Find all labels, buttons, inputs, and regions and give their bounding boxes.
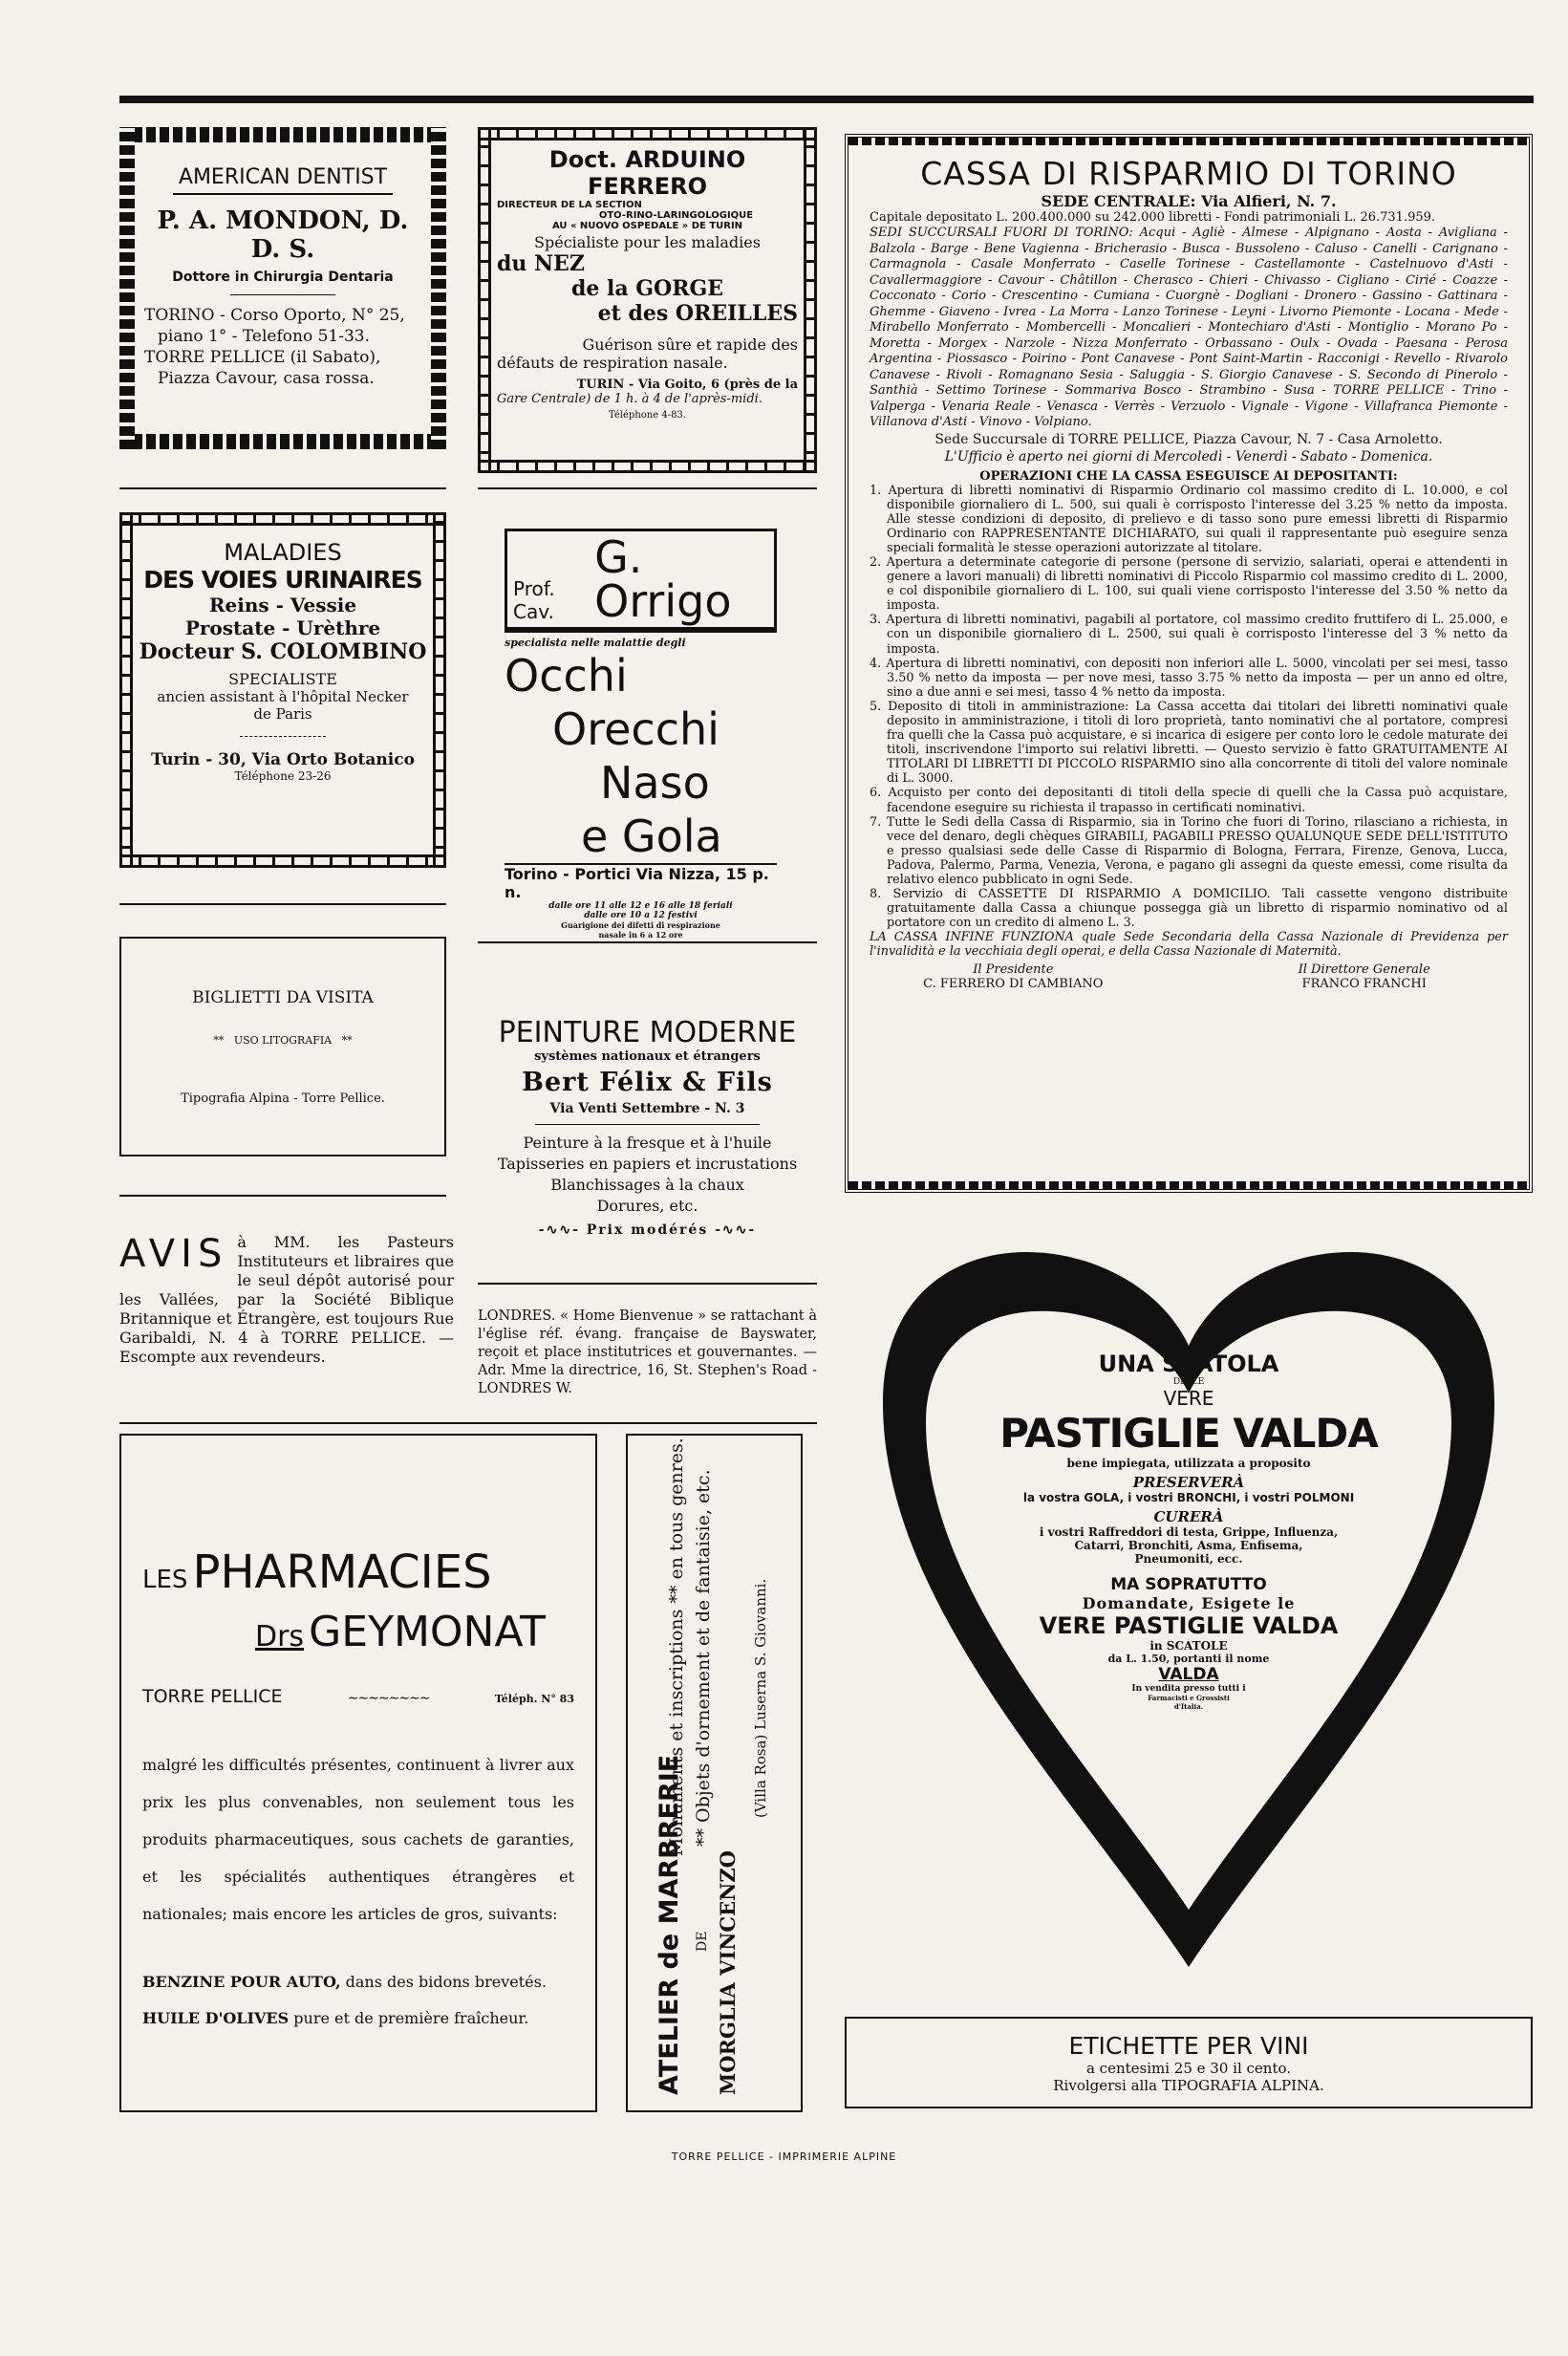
top-rule xyxy=(119,96,1534,103)
orrigo-prof: Prof. Cav. xyxy=(513,577,555,623)
cassa-funziona: LA CASSA INFINE FUNZIONA quale Sede Secondaria della Cassa Nazionale di Previdenza per l'invalidità e la vecchiaia degli operai, e della Cassa Nazionale di Maternità. xyxy=(870,930,1508,960)
divider xyxy=(478,941,817,943)
imprint-footer: TORRE PELLICE - IMPRIMERIE ALPINE xyxy=(671,2151,897,2163)
valda-l14: VERE PASTIGLIE VALDA xyxy=(1039,1612,1339,1639)
valda-l20: d'Italia. xyxy=(1173,1702,1204,1711)
valda-l19: Farmacisti e Grossisti xyxy=(1148,1694,1230,1702)
ad-londres xyxy=(478,1308,817,1403)
ferrero-l4: Spécialiste pour les maladies xyxy=(534,233,761,251)
valda-l1: UNA SCATOLA xyxy=(1098,1351,1279,1377)
marb-c2: ** Objets d'ornement et de fantaisie, etc. xyxy=(693,1469,714,1847)
valda-l11: Pneumoniti, ecc. xyxy=(1134,1552,1243,1566)
cassa-title: CASSA DI RISPARMIO DI TORINO xyxy=(920,155,1457,192)
pharm-huile: HUILE D'OLIVES xyxy=(142,2009,290,2027)
ferrero-name: Doct. ARDUINO FERRERO xyxy=(548,146,746,200)
peinture-addr: Via Venti Settembre - N. 3 xyxy=(549,1101,745,1116)
cassa-ufficio: L'Ufficio è aperto nei giorni di Mercoledì - Venerdì - Sabato - Domenica. xyxy=(944,448,1433,465)
dentist-role: Dottore in Chirurgia Dentaria xyxy=(172,270,394,285)
cassa-capitale: Capitale depositato L. 200.400.000 su 242.000 libretti - Fondi patrimoniali L. 26.731.959. xyxy=(870,210,1436,225)
etichette-title: ETICHETTE PER VINI xyxy=(1068,2032,1309,2060)
pharm-benz: BENZINE POUR AUTO, xyxy=(142,1973,341,1991)
cassa-op-8: 8. Servizio di CASSETTE DI RISPARMIO A DOMICILIO. Tali cassette vengono distribuite gratuitamente dalla Cassa a chiunque possegga già un libretto di risparmio nominativo od al portatore con un credito di almeno L. 3. xyxy=(870,887,1508,931)
marb-c3: (Villa Rosa) Luserna S. Giovanni. xyxy=(752,1578,769,1818)
cassa-op-5: 5. Deposito di titoli in amministrazione: La Cassa accetta dai titolari dei libretti nominativi quale deposito in amministrazione, i titoli di loro proprietà, tanto nominativi che al portatore, compresi fra quelli che la Cassa può acquistare, e si incarica di esigere per conto loro le cedole maturate dei titoli, inscrivendone l'importo sui relativi libretti. — Questo servizio è fatto GRATUITAMENTE AI TITOLARI DI LIBRETTI DI PICCOLO RISPARMIO sino alla concorrente di titoli del valore nominale di L. 3000. xyxy=(870,699,1508,787)
ad-maladies xyxy=(119,512,446,868)
ad-orrigo xyxy=(505,529,777,940)
ad-marbrerie: ATELIER de MARBRERIE DE MORGLIA VINCENZO Monuments et inscriptions ** en tous genres. ** Objets d'ornement et de fantaisie, etc. (Villa Rosa) Luserna S. Giovanni. xyxy=(626,1434,803,2112)
ferrero-l1: DIRECTEUR DE LA SECTION xyxy=(497,200,642,210)
ferrero-l10: TURIN - Via Goito, 6 (près de la xyxy=(576,378,798,392)
ad-peinture: PEINTURE MODERNE systèmes nationaux et étrangers Bert Félix & Fils Via Venti Settembre - N. 3 Peinture à la fresque et à l'huile Tapisseries en papiers et incrustations Blanchissages à la chaux Dorures, etc. -∿∿- Prix modérés -∿∿- xyxy=(478,1016,817,1274)
valda-l2: DELLE xyxy=(1172,1377,1205,1387)
peinture-firm: Bert Félix & Fils xyxy=(522,1068,773,1097)
dentist-title: AMERICAN DENTIST xyxy=(173,165,393,195)
valda-l15: in SCATOLE xyxy=(1149,1639,1228,1653)
peinture-title: PEINTURE MODERNE xyxy=(498,1016,797,1049)
ferrero-l8: Guérison sûre et rapide des xyxy=(582,335,798,354)
ad-pharmacies: LES PHARMACIES Drs GEYMONAT TORRE PELLICE ∼∼∼∼∼∼∼∼ Téléph. N° 83 malgré les difficultés présentes, continuent à livrer aux prix les plus convenables, non seulement tous les produits pharmaceutiques, sous cachets de garanties, et les spécialités authentiques étrangères et nationales; mais encore les articles de gros, suivants: BENZINE POUR AUTO, dans des bidons brevetés. HUILE D'OLIVES pure et de première fraîcheur. xyxy=(119,1434,597,2112)
pharm-t2: GEYMONAT xyxy=(309,1608,547,1656)
cassa-pres-label: Il Presidente xyxy=(973,962,1054,978)
dentist-addr3: TORRE PELLICE (il Sabato), xyxy=(144,348,381,367)
maladies-t3: Reins - Vessie xyxy=(208,594,357,616)
valda-l17: VALDA xyxy=(1158,1665,1219,1684)
valda-l12: MA SOPRATUTTO xyxy=(1110,1575,1267,1594)
cassa-sede-tp: Sede Succursale di TORRE PELLICE, Piazza Cavour, N. 7 - Casa Arnoletto. xyxy=(934,431,1443,447)
ferrero-l6: de la GORGE xyxy=(570,276,724,301)
ad-cassa-risparmio xyxy=(845,134,1533,1193)
ad-valda xyxy=(845,1202,1533,1996)
divider xyxy=(119,1422,817,1424)
ferrero-l5: du NEZ xyxy=(497,251,585,276)
biglietti-sub: USO LITOGRAFIA xyxy=(233,1034,333,1047)
ferrero-l11: Gare Centrale) de 1 h. à 4 de l'après-midi. xyxy=(497,392,763,406)
ferrero-l2: OTO-RINO-LARINGOLOGIQUE xyxy=(598,210,754,221)
pharm-town: TORRE PELLICE xyxy=(142,1686,283,1707)
maladies-t8: de Paris xyxy=(253,705,312,723)
maladies-t10: Téléphone 23-26 xyxy=(234,769,332,783)
valda-l16: da L. 1.50, portanti il nome xyxy=(1107,1653,1270,1665)
avis-text: à MM. les Pasteurs Instituteurs et libraires que le seul dépôt autorisé pour les Vallées, par la Société Biblique Britannique et Étrangère, est toujours Rue Garibaldi, N. 4 à TORRE PELLICE. — Escompte aux revendeurs. xyxy=(119,1233,454,1366)
orrigo-w1: Occhi xyxy=(505,650,628,702)
maladies-t5: Docteur S. COLOMBINO xyxy=(139,639,427,664)
peinture-sub: systèmes nationaux et étrangers xyxy=(534,1049,761,1064)
valda-l3: VERE xyxy=(1163,1387,1214,1410)
ad-american-dentist xyxy=(119,127,446,449)
marb-t3: MORGLIA VINCENZO xyxy=(716,1850,740,2095)
divider xyxy=(478,1283,817,1285)
cassa-op-1: 1. Apertura di libretti nominativi di Risparmio Ordinario col massimo credito di L. 10.000, e col disponibile giornaliero di L. 500, sui quali è corrisposto l'interesse del 3.25 % netto da imposta. Alle stesse condizioni di deposito, di prelievo e di tasso sono pure emessi libretti di Risparmio Ordinario con RAPPRESENTANTE DICHIARATO, sui quali il rappresentante può eseguire senza speciali formalità le stesse operazioni autorizzate al titolare. xyxy=(870,483,1508,555)
dentist-addr4: Piazza Cavour, casa rossa. xyxy=(158,369,375,388)
valda-l9: i vostri Raffreddori di testa, Grippe, Influenza, xyxy=(1039,1525,1339,1539)
cassa-sede: SEDE CENTRALE: Via Alfieri, N. 7. xyxy=(1041,192,1337,210)
divider xyxy=(119,487,446,489)
ad-avis xyxy=(119,1233,454,1405)
pharm-body: malgré les difficultés présentes, continuent à livrer aux prix les plus convenables, non seulement tous les produits pharmaceutiques, sous cachets de garanties, et les spécialités authentiques étrangères et nationales; mais encore les articles de gros, suivants: xyxy=(142,1756,574,1923)
divider xyxy=(119,903,446,905)
cassa-op-title: OPERAZIONI CHE LA CASSA ESEGUISCE AI DEPOSITANTI: xyxy=(979,468,1398,484)
ferrero-l7: et des OREILLES xyxy=(597,301,798,326)
peinture-prix: Prix modérés xyxy=(586,1222,709,1238)
cassa-op-6: 6. Acquisto per conto dei depositanti di titoli della specie di quelli che la Cassa può acquistare, facendone eseguire su richiesta il trapasso in certificati nominativi. xyxy=(870,786,1508,815)
pharm-les: LES xyxy=(142,1566,188,1594)
cassa-dir-name: FRANCO FRANCHI xyxy=(1301,977,1427,992)
cassa-dir-label: Il Direttore Generale xyxy=(1298,962,1430,978)
valda-l6: PRESERVERÀ xyxy=(1132,1474,1245,1491)
valda-l8: CURERÀ xyxy=(1153,1508,1224,1525)
biglietti-foot: Tipografia Alpina - Torre Pellice. xyxy=(181,1092,385,1106)
biglietti-title: BIGLIETTI DA VISITA xyxy=(192,988,374,1007)
avis-word: AVIS xyxy=(119,1232,228,1276)
maladies-t7: ancien assistant à l'hôpital Necker xyxy=(157,688,409,705)
ad-biglietti: BIGLIETTI DA VISITA ** USO LITOGRAFIA ** Tipografia Alpina - Torre Pellice. xyxy=(119,937,446,1156)
valda-l13: Domandate, Esigete le xyxy=(1082,1594,1296,1612)
valda-l7: la vostra GOLA, i vostri BRONCHI, i vostri POLMONI xyxy=(1022,1491,1355,1504)
maladies-t6: SPECIALISTE xyxy=(228,670,337,688)
dentist-name: P. A. MONDON, D. D. S. xyxy=(157,206,409,264)
peinture-l4: Dorures, etc. xyxy=(596,1197,698,1215)
valda-l5: bene impiegata, utilizzata a proposito xyxy=(1066,1457,1311,1470)
orrigo-w2: Orecchi xyxy=(552,703,720,755)
etichette-l1: a centesimi 25 e 30 il cento. xyxy=(1085,2060,1292,2077)
pharm-t1: PHARMACIES xyxy=(192,1545,492,1599)
ferrero-l3: AU « NUOVO OSPEDALE » DE TURIN xyxy=(551,221,743,231)
cassa-op-3: 3. Apertura di libretti nominativi, pagabili al portatore, col massimo credito fruttifero di L. 25.000, e con un disponibile giornaliero di L. 2500, sui quali è corrisposto l'interesse del 3 % netto da imposta. xyxy=(870,613,1508,657)
dentist-addr1: TORINO - Corso Oporto, N° 25, xyxy=(144,306,405,325)
cassa-succursali: SEDI SUCCURSALI FUORI DI TORINO: Acqui - Agliè - Almese - Alpignano - Aosta - Avigliana - Balzola - Barge - Bene Vagienna - Bricherasio - Busca - Bussoleno - Caluso - Canelli - Carignano - Carmagnola - Casale Monferrato - Caselle Torinese - Castellamonte - Castelnuovo d'Asti - Cavallermaggiore - Cavour - Châtillon - Cherasco - Chieri - Chivasso - Cigliano - Cirié - Coazze - Cocconato - Corio - Crescentino - Cumiana - Cuorgnè - Dogliani - Dronero - Gassino - Gattinara - Ghemme - Giaveno - Ivrea - La Morra - Lanzo Torinese - Leyni - Livorno Piemonte - Locana - Mede - Mirabello Monferrato - Mombercelli - Moncalieri - Montechiaro d'Asti - Montiglio - Morano Po - Moretta - Morgex - Narzole - Nizza Monferrato - Orbassano - Oulx - Ovada - Paesana - Perosa Argentina - Piossasco - Poirino - Pont Canavese - Pont Saint-Martin - Racconigi - Revello - Rivarolo Canavese - Rivoli - Romagnano Sesia - Saluggia - S. Giorgio Canavese - S. Secondo di Pinerolo - Santhià - Settimo Torinese - Sommariva Bosco - Strambino - Susa - TORRE PELLICE - Trino - Valperga - Venaria Reale - Venasca - Verrès - Verzuolo - Vignale - Vigone - Villafranca Piemonte - Villanova d'Asti - Vinovo - Volpiano. xyxy=(870,226,1508,429)
ad-etichette xyxy=(845,2017,1533,2108)
cassa-op-7: 7. Tutte le Sedi della Cassa di Risparmio, sia in Torino che fuori di Torino, rilasciano a richiesta, in vece del denaro, degli chèques GIRABILI, PAGABILI PRESSO QUALUNQUE SEDE DELL'ISTITUTO e presso qualsiasi sede delle Casse di Risparmio di Bologna, Ferrara, Firenze, Genova, Lucca, Padova, Palermo, Parma, Venezia, Verona, e pagano gli assegni da queste emessi, come risulta da relativo elenco pubblicato in ogni Sede. xyxy=(870,814,1508,888)
orrigo-w4: e Gola xyxy=(581,811,722,862)
marb-c1: Monuments et inscriptions ** en tous genres. xyxy=(666,1437,687,1856)
orrigo-h4: nasale in 6 a 12 ore xyxy=(598,930,683,940)
ad-ferrero xyxy=(478,127,817,473)
orrigo-addr: Torino - Portici Via Nizza, 15 p. n. xyxy=(505,863,777,901)
valda-l10: Catarri, Bronchiti, Asma, Enfisema, xyxy=(1074,1539,1303,1552)
marb-t2: DE xyxy=(695,1931,710,1952)
valda-l18: In vendita presso tutti i xyxy=(1131,1684,1246,1694)
divider xyxy=(478,487,817,489)
divider xyxy=(119,1195,446,1197)
cassa-op-4: 4. Apertura di libretti nominativi, con depositi non inferiori alle L. 5000, vincolati per sei mesi, tasso 3.50 % netto da imposta — per nove mesi, tasso 3.75 % netto da imposta — per un anno ed oltre, sino a due anni e sei mesi, tasso 4 % netto da imposta. xyxy=(870,656,1508,700)
cassa-pres-name: C. FERRERO DI CAMBIANO xyxy=(923,977,1104,992)
pharm-drs: Drs xyxy=(255,1620,305,1654)
pharm-huile-rest: pure et de première fraîcheur. xyxy=(293,2009,529,2027)
orrigo-name: G. Orrigo xyxy=(594,531,732,627)
orrigo-w3: Naso xyxy=(600,757,710,809)
peinture-l1: Peinture à la fresque et à l'huile xyxy=(523,1134,772,1152)
orrigo-h3: Guarigione dei difetti di respirazione xyxy=(561,920,720,930)
dentist-addr2: piano 1° - Telefono 51-33. xyxy=(158,327,371,346)
londres-text: LONDRES. « Home Bienvenue » se rattachant à l'église réf. évang. française de Bayswater, reçoit et place institutrices et gouvernantes. — Adr. Mme la directrice, 16, St. Stephen's Road - LONDRES W. xyxy=(478,1308,817,1396)
orrigo-h2: dalle ore 10 a 12 festivi xyxy=(584,911,698,920)
orrigo-h1: dalle ore 11 alle 12 e 16 alle 18 feriali xyxy=(548,901,733,911)
etichette-l2: Rivolgersi alla TIPOGRAFIA ALPINA. xyxy=(1053,2077,1324,2094)
peinture-l2: Tapisseries en papiers et incrustations xyxy=(497,1155,798,1173)
cassa-op-2: 2. Apertura a determinate categorie di persone (persone di servizio, salariati, operai e attendenti in genere a lavori manuali) di libretti nominativi di Piccolo Risparmio col massimo credito di L. 2000, e col disponibile giornaliero di L. 100, sui quali viene corrisposto l'interesse del 3.50 % netto da imposta. xyxy=(870,554,1508,614)
ferrero-l9: défauts de respiration nasale. xyxy=(497,354,728,372)
maladies-t9: Turin - 30, Via Orto Botanico xyxy=(151,750,415,769)
peinture-l3: Blanchissages à la chaux xyxy=(550,1176,744,1194)
maladies-t1: MALADIES xyxy=(224,539,342,566)
pharm-benz-rest: dans des bidons brevetés. xyxy=(345,1973,547,1991)
maladies-t2: DES VOIES URINAIRES xyxy=(143,566,422,594)
valda-l4: PASTIGLIE VALDA xyxy=(999,1410,1378,1457)
ferrero-l12: Téléphone 4-83. xyxy=(609,410,686,421)
orrigo-spec: specialista nelle malattie degli xyxy=(505,637,686,649)
pharm-tel: Téléph. N° 83 xyxy=(494,1693,574,1705)
maladies-t4: Prostate - Urèthre xyxy=(184,616,381,639)
